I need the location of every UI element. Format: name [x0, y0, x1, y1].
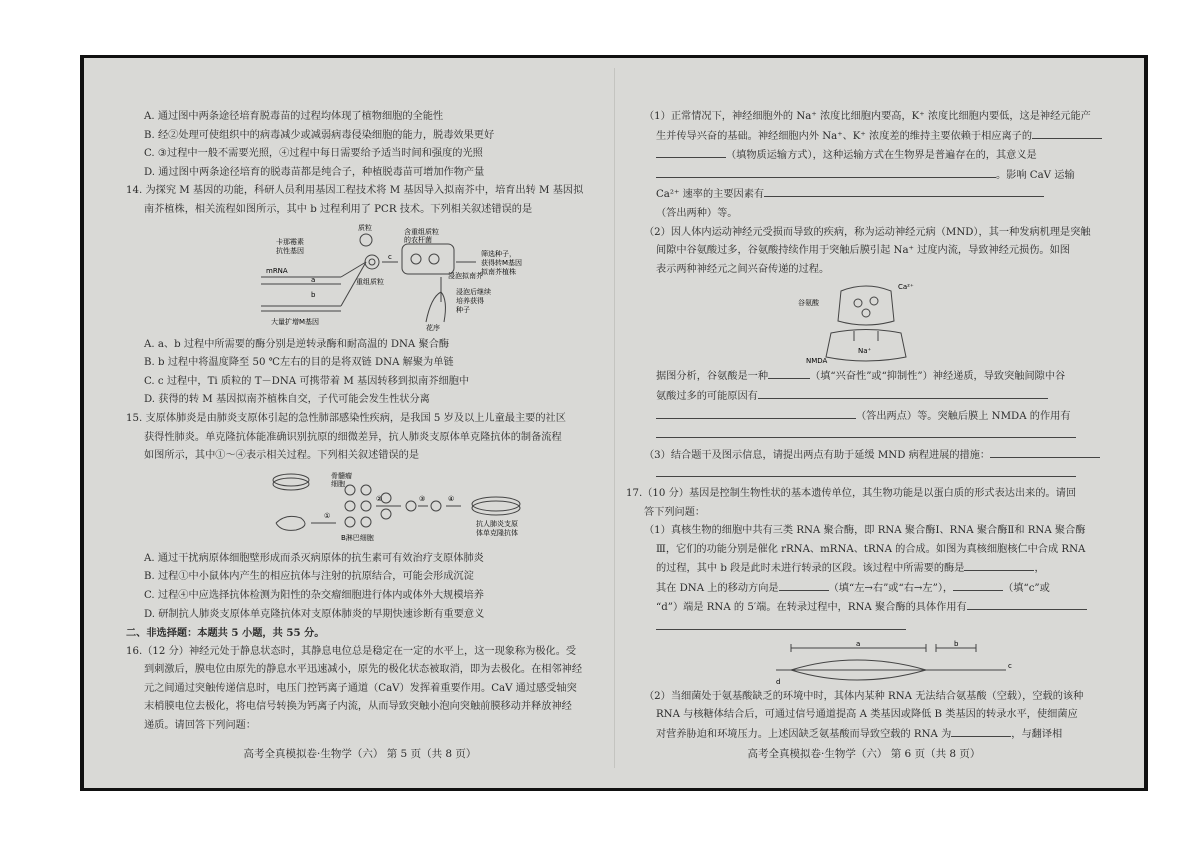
q15-stem-line1: 15. 支原体肺炎是由肺炎支原体引起的急性肺部感染性疾病，是我国 5 岁及以上儿童最主要的社区: [126, 412, 566, 424]
q15-option-a: A. 通过干扰病原体细胞壁形成而杀灭病原体的抗生素可有效治疗支原体肺炎: [144, 552, 484, 564]
q14-figure: [126, 222, 588, 334]
q16-stem-line2: 到刺激后，膜电位由原先的静息水平迅速减小，原先的极化状态被取消，即为去极化。在相邻神经: [144, 664, 583, 676]
q16-stem-line4: 末梢膜电位去极化，将电信号转换为钙离子内流，从而导致突触小泡向突触前膜移动并释放神经: [144, 701, 572, 713]
q16-1-line3: （填物质运输方式），这种运输方式在生物界是普遍存在的，其意义是: [626, 146, 1106, 166]
q16-1-line2: 生并传导兴奋的基础。神经细胞内外 Na⁺、K⁺ 浓度差的维持主要依赖于相应离子的: [626, 127, 1106, 147]
q17-stem-line2: 答下列问题：: [644, 506, 706, 518]
q16-2b-line3: （答出两点）等。突触后膜上 NMDA 的作用有: [626, 407, 1106, 427]
q15-label-myeloma: 骨髓瘤: [331, 471, 352, 480]
q16-stem-line1: 16.（12 分）神经元处于静息状态时，其静息电位总是稳定在一定的水平上，这一现象称为极化。受: [126, 645, 577, 657]
q14-stem-line1: 14. 为探究 M 基因的功能，科研人员利用基因工程技术将 M 基因导入拟南芥中，培育出转 M 基因拟: [126, 185, 584, 197]
q14-label-culture-3: 种子: [456, 305, 470, 314]
q17-1-line3: 的过程，其中 b 段是此时未进行转录的区段。该过程中所需要的酶是 ，: [626, 559, 1106, 579]
q15-label-antibody: 抗人肺炎支原: [476, 519, 518, 528]
q14-option-c: C. c 过程中，Ti 质粒的 T－DNA 可携带着 M 基因转移到拟南芥细胞中: [144, 375, 470, 387]
q16-fig-label-glutamate: 谷氨酸: [798, 299, 819, 308]
q16-1-line5: Ca²⁺ 速率的主要因素有: [626, 185, 1106, 205]
q13-option-c: C. ③过程中一般不需要光照，④过程中每日需要给予适当时间和强度的光照: [144, 148, 483, 160]
q16-2-line3: 表示两种神经元之间兴奋传递的过程。: [656, 263, 830, 275]
q14-label-agro-2: 的农杆菌: [404, 235, 432, 244]
q16-3-line2: [626, 465, 1106, 485]
q14-option-b: B. b 过程中将温度降至 50 ℃左右的目的是将双链 DNA 解聚为单链: [144, 357, 454, 369]
q14-label-culture-2: 培养获得: [456, 296, 484, 305]
q14-label-kana: 卡那霉素: [276, 237, 304, 246]
q17-transcription-figure: [626, 640, 1106, 686]
q16-2b-line2: 氨酸过多的可能原因有: [626, 387, 1106, 407]
q13-option-a: A. 通过图中两条途径培育脱毒苗的过程均体现了植物细胞的全能性: [144, 111, 444, 122]
q13-option-b: B. 经②处理可使组织中的病毒减少或减弱病毒侵染细胞的能力，脱毒效果更好: [144, 129, 495, 141]
q15-label-myeloma-2: 细胞: [331, 479, 345, 488]
q17-1-line1: （1）真核生物的细胞中共有三类 RNA 聚合酶，即 RNA 聚合酶Ⅰ、RNA 聚合酶Ⅱ和 RNA 聚合酶: [644, 525, 1086, 537]
q16-stem-line3: 元之间通过突触传递信息时，电压门控钙离子通道（CaV）发挥着重要作用。CaV 通过感受轴突: [144, 682, 577, 694]
right-page-footer: 高考全真模拟卷·生物学（六） 第 6 页（共 8 页）: [747, 748, 981, 760]
q15-label-step1: ①: [324, 511, 331, 520]
page-divider: [614, 68, 615, 768]
q15-option-b: B. 过程①中小鼠体内产生的相应抗体与注射的抗原结合，可能会形成沉淀: [144, 571, 474, 583]
q15-stem-line2: 获得性肺炎。单克隆抗体能准确识别抗原的细微差异，抗人肺炎支原体单克隆抗体的制备流程: [144, 431, 562, 443]
q17-1-line2: Ⅲ，它们的功能分别是催化 rRNA、mRNA、tRNA 的合成。如图为真核细胞核仁中合成 RNA: [656, 543, 1086, 555]
q17-2-line3: 对营养胁迫和环境压力。上述因缺乏氨基酸而导致空载的 RNA 为 ，与翻译相: [626, 725, 1106, 745]
q16-synapse-figure: [626, 281, 1106, 365]
q17-2-line2: RNA 与核糖体结合后，可通过信号通道提高 A 类基因或降低 B 类基因的转录水平，使细菌应: [656, 709, 1078, 721]
q17-1-line6: [626, 618, 1106, 638]
q17-1-line5: “d”）端是 RNA 的 5′端。在转录过程中，RNA 聚合酶的具体作用有: [626, 598, 1106, 618]
q14-label-c: c: [388, 252, 392, 261]
q16-fig-label-na: Na⁺: [858, 347, 872, 356]
q15-label-step4: ④: [448, 494, 455, 503]
q17-2-line1: （2）当细菌处于氨基酸缺乏的环境中时，其体内某种 RNA 无法结合氨基酸（空载），空载的该种: [644, 690, 1084, 702]
q16-1-line6: （答出两种）等。: [656, 207, 738, 219]
q17-stem-line1: 17.（10 分）基因是控制生物性状的基本遗传单位，其生物功能是以蛋白质的形式表达出来的。请回: [626, 487, 1077, 499]
q16-2-line2: 间隙中谷氨酸过多，谷氨酸持续作用于突触后膜引起 Na⁺ 过度内流，导致神经元损伤。如图: [656, 245, 1070, 257]
q15-label-step3: ③: [419, 494, 426, 503]
left-page-footer: 高考全真模拟卷·生物学（六） 第 5 页（共 8 页）: [243, 748, 477, 760]
q13-option-d: D. 通过图中两条途径培育的脱毒苗都是纯合子，种植脱毒苗可增加作物产量: [144, 166, 485, 178]
q16-2b-line4: [626, 426, 1106, 446]
q16-2b-line1: 据图分析，谷氨酸是一种 （填“兴奋性”或“抑制性”）神经递质，导致突触间隙中谷: [626, 367, 1106, 387]
q17-1-line4: 其在 DNA 上的移动方向是 （填“左→右”或“右→左”）， （填“c”或: [626, 579, 1106, 599]
q17-fig-label-c: c: [1008, 661, 1012, 670]
q15-figure: [126, 468, 588, 548]
q14-label-mrna: mRNA: [266, 266, 288, 275]
q16-fig-label-nmda: NMDA: [806, 357, 828, 366]
q14-label-culture: 浸泡后继续: [456, 287, 491, 296]
q16-fig-label-ca: Ca²⁺: [898, 283, 914, 292]
q14-label-kana-2: 抗性基因: [276, 246, 304, 255]
q14-label-select-3: 拟南芥植株: [481, 267, 516, 276]
exam-sheet: [84, 58, 1144, 788]
q14-option-a: A. a、b 过程中所需要的酶分别是逆转录酶和耐高温的 DNA 聚合酶: [144, 338, 450, 350]
left-page: [126, 108, 588, 736]
q16-stem-line5: 递质。请回答下列问题：: [144, 720, 257, 732]
q14-option-d: D. 获得的转 M 基因拟南芥植株自交，子代可能会发生性状分离: [144, 394, 430, 406]
q14-label-b: b: [311, 290, 316, 299]
q16-1-line4: 。影响 CaV 运输: [626, 166, 1106, 186]
q14-label-soak: 浸泡拟南芥: [448, 271, 483, 280]
q15-label-antibody-2: 体单克隆抗体: [476, 528, 518, 537]
q14-label-recomb: 重组质粒: [356, 277, 384, 286]
q14-label-select: 筛选种子，: [481, 249, 516, 258]
q17-fig-label-a: a: [856, 639, 861, 648]
q14-label-select-2: 获得转M基因: [481, 258, 523, 267]
q15-stem-line3: 如图所示，其中①～④表示相关过程。下列相关叙述错误的是: [144, 450, 420, 462]
q15-label-step2: ②: [376, 494, 383, 503]
q15-label-bcell: B淋巴细胞: [341, 533, 374, 542]
q14-label-flower: 花序: [426, 323, 440, 332]
q16-3-line1: （3）结合题干及图示信息，请提出两点有助于延缓 MND 病程进展的措施：: [626, 446, 1106, 466]
q15-option-d: D. 研制抗人肺炎支原体单克隆抗体对支原体肺炎的早期快速诊断有重要意义: [144, 608, 485, 620]
q14-label-plasmid: 质粒: [358, 223, 372, 232]
q14-label-agro: 含重组质粒: [404, 227, 439, 236]
q14-label-amplify: 大量扩增M基因: [271, 317, 320, 326]
q14-label-a: a: [311, 275, 316, 284]
right-page: [626, 108, 1106, 744]
q17-fig-label-b: b: [954, 639, 959, 648]
q16-2-line1: （2）因人体内运动神经元受损而导致的疾病，称为运动神经元病（MND），其一种发病机理是突触: [644, 226, 1091, 238]
q14-stem-line2: 南芥植株，相关流程如图所示，其中 b 过程利用了 PCR 技术。下列相关叙述错误的是: [144, 203, 533, 215]
q15-option-c: C. 过程④中应选择抗体检测为阳性的杂交瘤细胞进行体内或体外大规模培养: [144, 589, 484, 601]
section-2-heading: 二、非选择题：本题共 5 小题，共 55 分。: [126, 627, 325, 640]
q16-1-line1: （1）正常情况下，神经细胞外的 Na⁺ 浓度比细胞内要高，K⁺ 浓度比细胞内要低，这是神经元能产: [644, 111, 1091, 122]
q17-fig-label-d: d: [776, 677, 781, 686]
